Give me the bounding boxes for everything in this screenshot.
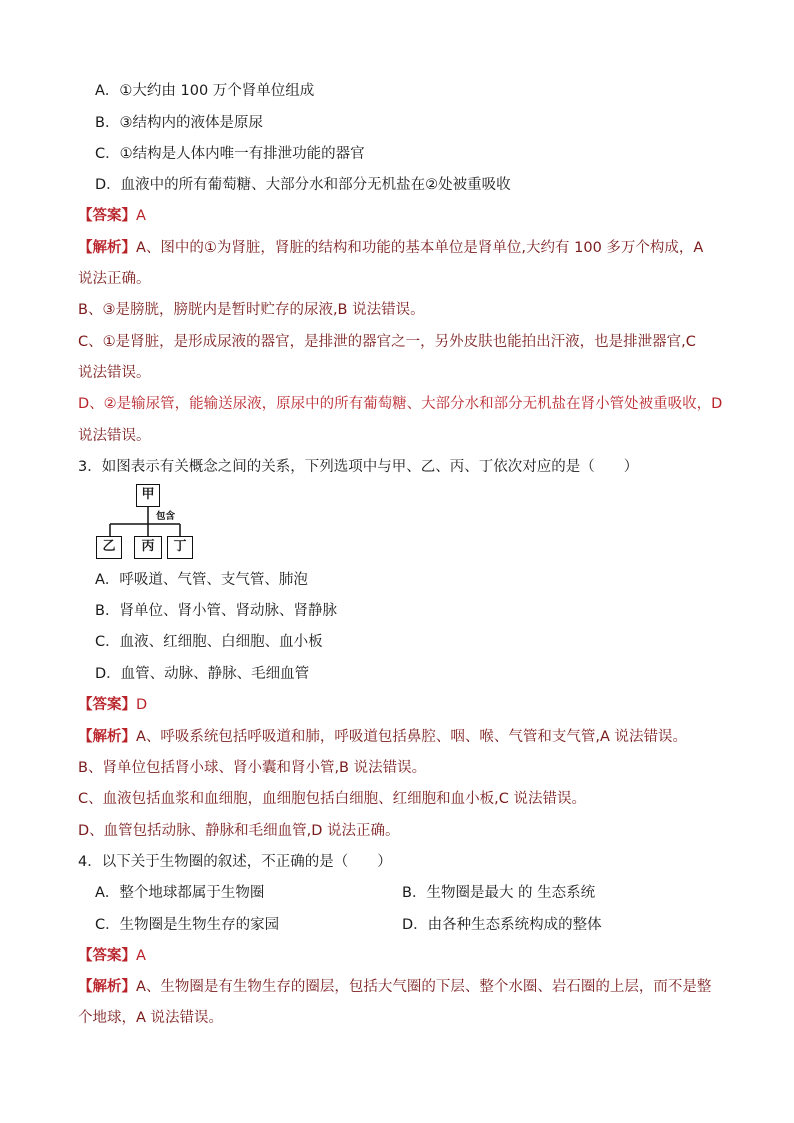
q3-analysis-line-1 [78,727,687,747]
q3-analysis-line-2: B、肾单位包括肾小球、肾小囊和肾小管,B 说法错误。 [78,760,427,776]
analysis-label: 【解析】 [78,240,136,256]
q2-answer [78,206,146,226]
q2-analysis-line-6: D、②是输尿管，能输送尿液，原尿中的所有葡萄糖、大部分水和部分无机盐在肾小管处被重吸收，D [78,396,723,412]
diagram-box-yi: 乙 [96,536,122,559]
q4-analysis-line-2: 个地球，A 说法错误。 [78,1010,224,1026]
diagram-box-bing: 丙 [134,536,162,559]
q4-analysis-line-1 [78,977,711,997]
q3-option-d: D．血管、动脉、静脉、毛细血管 [95,666,310,682]
q2-analysis-line-7: 说法错误。 [78,428,151,444]
analysis-label: 【解析】 [78,729,136,745]
q4-option-b: B．生物圈是最大 的 生态系统 [402,885,596,901]
q3-option-b: B．肾单位、肾小管、肾动脉、肾静脉 [95,603,337,619]
q4-stem: 4．以下关于生物圈的叙述，不正确的是（ ） [78,854,392,870]
q2-analysis-line-2: 说法正确。 [78,271,151,287]
q3-analysis-line-3: C、血液包括血浆和血细胞，血细胞包括白细胞、红细胞和血小板,C 说法错误。 [78,791,586,807]
q2-option-b: B．③结构内的液体是原尿 [95,115,263,131]
answer-value: A [136,208,146,224]
diagram-box-ding: 丁 [167,536,193,559]
diagram-box-jia: 甲 [136,484,160,507]
q4-option-d: D．由各种生态系统构成的整体 [402,917,602,933]
diagram-relation-label: 包含 [156,511,176,522]
q2-option-c: C．①结构是人体内唯一有排泄功能的器官 [95,146,365,162]
q3-analysis-line-4: D、血管包括动脉、静脉和毛细血管,D 说法正确。 [78,823,400,839]
analysis-text: A、呼吸系统包括呼吸道和肺，呼吸道包括鼻腔、咽、喉、气管和支气管,A 说法错误。 [136,729,688,745]
q3-stem: 3．如图表示有关概念之间的关系，下列选项中与甲、乙、丙、丁依次对应的是（ ） [78,459,639,475]
q2-analysis-line-5: 说法错误。 [78,365,151,381]
q2-analysis-line-3: B、③是膀胱，膀胱内是暂时贮存的尿液,B 说法错误。 [78,302,425,318]
answer-label: 【答案】 [78,948,136,964]
q4-option-c: C．生物圈是生物生存的家园 [95,917,280,933]
q2-analysis-line-1 [78,238,703,258]
q2-option-a: A．①大约由 100 万个肾单位组成 [95,83,315,99]
answer-label: 【答案】 [78,697,136,713]
answer-value: A [136,948,146,964]
analysis-label: 【解析】 [78,979,136,995]
q3-option-a: A．呼吸道、气管、支气管、肺泡 [95,572,308,588]
q2-analysis-line-4: C、①是肾脏，是形成尿液的器官，是排泄的器官之一，另外皮肤也能拍出汗液，也是排泄器官,C [78,334,696,350]
q4-answer [78,946,146,966]
answer-label: 【答案】 [78,208,136,224]
q3-option-c: C．血液、红细胞、白细胞、血小板 [95,634,323,650]
answer-value: D [136,697,148,713]
q3-answer [78,695,147,715]
q4-option-a: A．整个地球都属于生物圈 [95,885,265,901]
analysis-text: A、图中的①为肾脏，肾脏的结构和功能的基本单位是肾单位,大约有 100 多万个构成，A [136,240,704,256]
concept-diagram [96,484,196,560]
q2-option-d: D．血液中的所有葡萄糖、大部分水和部分无机盐在②处被重吸收 [95,177,511,193]
analysis-text: A、生物圈是有生物生存的圈层，包括大气圈的下层、整个水圈、岩石圈的上层，而不是整 [136,979,712,995]
